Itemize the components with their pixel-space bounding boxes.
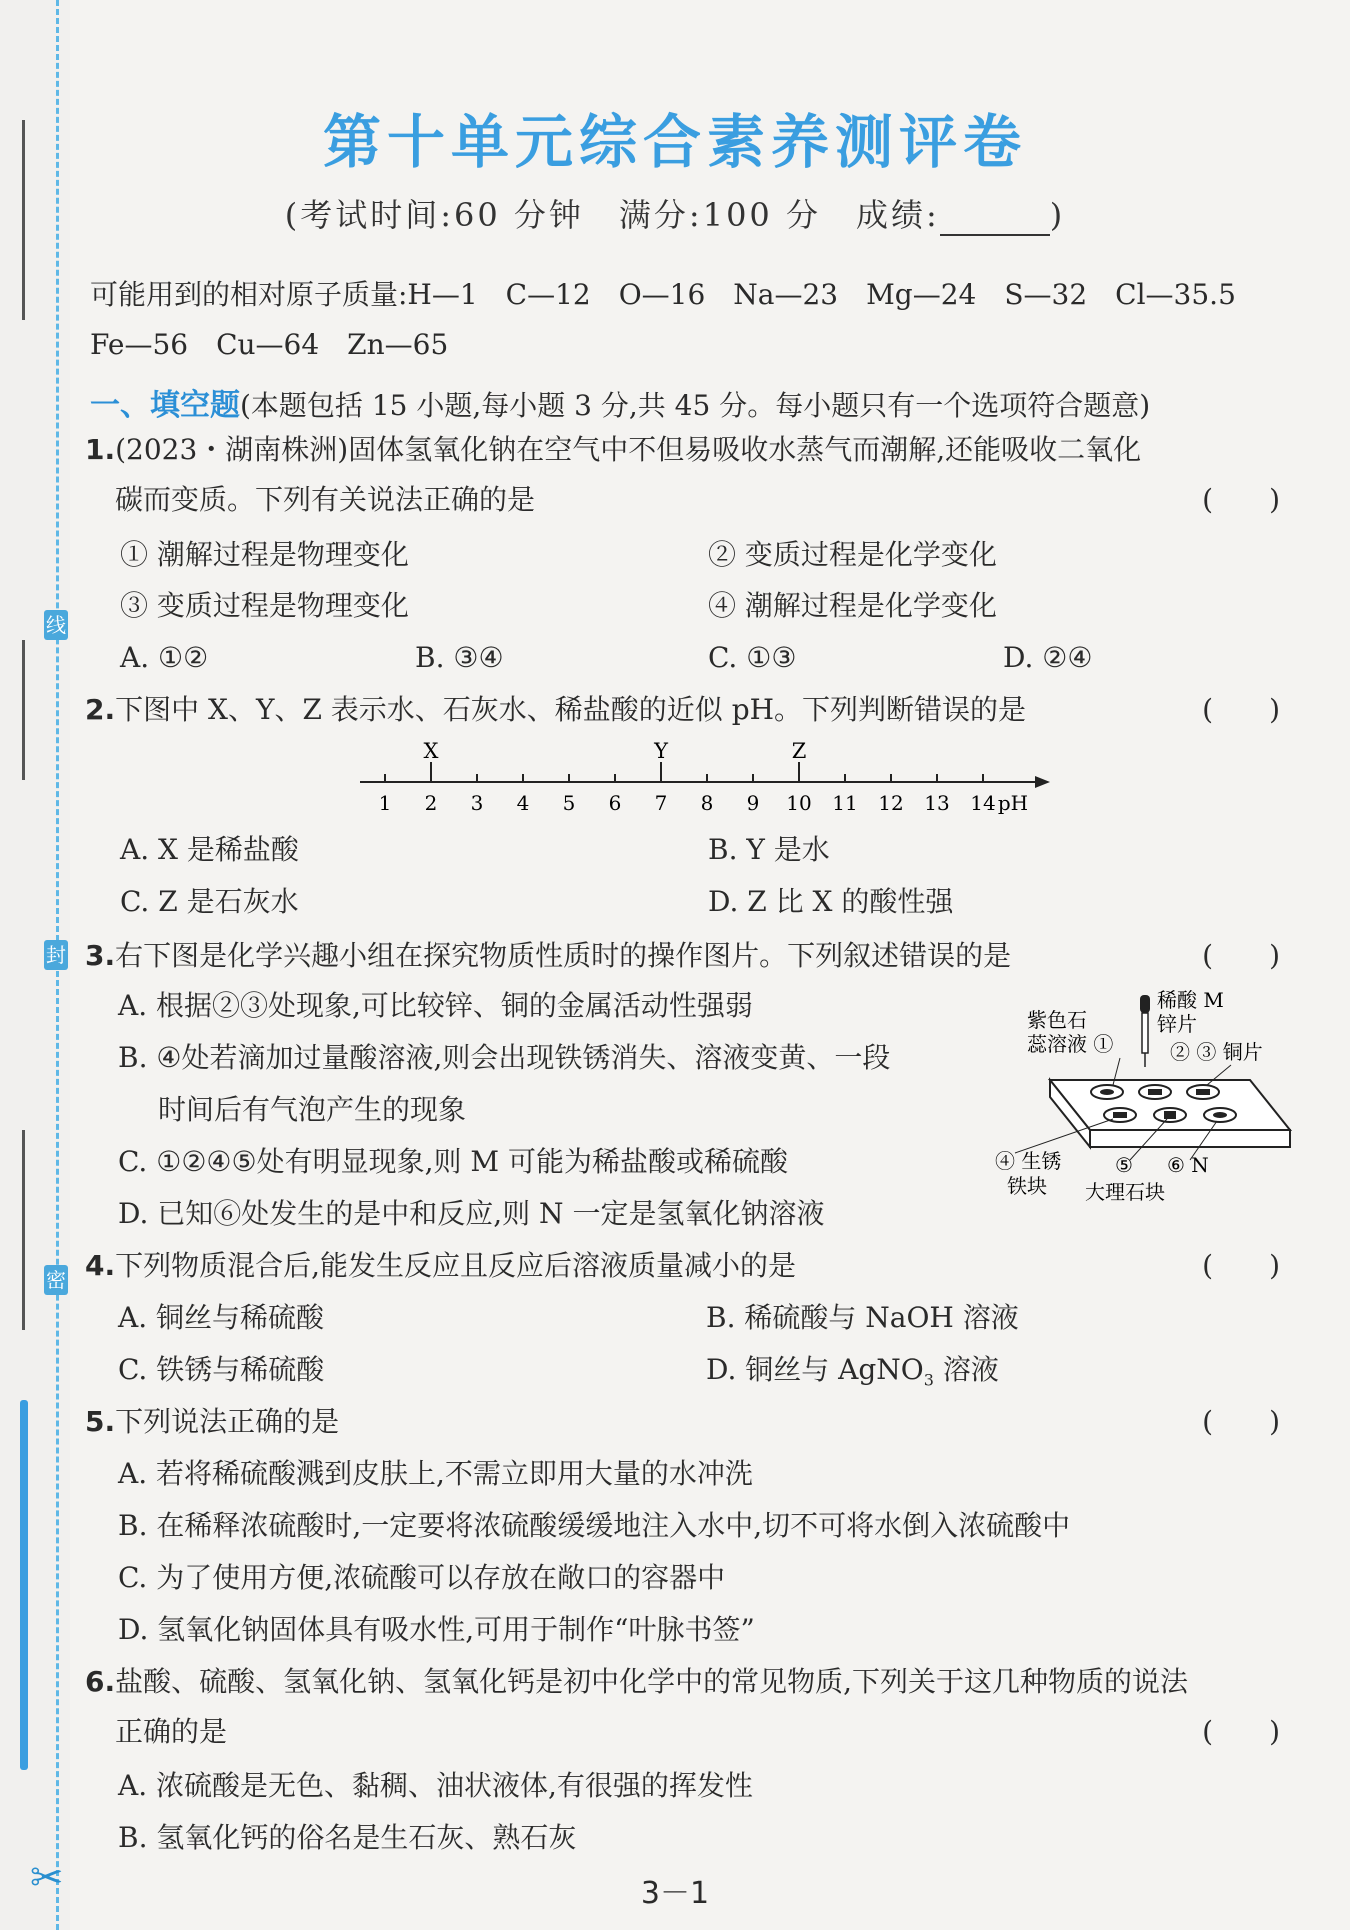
- margin-tick: [22, 1130, 25, 1330]
- option-d[interactable]: [706, 1350, 999, 1401]
- label-marble: 大理石块: [1085, 1180, 1165, 1204]
- question-number: 3.: [85, 939, 116, 972]
- question-text: 下列物质混合后,能发生反应且反应后溶液质量减小的是: [115, 1249, 797, 1282]
- question-number: 4.: [85, 1249, 116, 1282]
- question-number: 6.: [85, 1665, 116, 1698]
- option-b[interactable]: B. 稀硫酸与 NaOH 溶液: [706, 1301, 1019, 1334]
- ph-unit-label: pH: [997, 791, 1029, 815]
- atomic-masses-line2: Fe—56 Cu—64 Zn—65: [90, 328, 449, 361]
- ph-tick-label: 2: [424, 791, 438, 815]
- ph-tick-label: 11: [832, 791, 858, 815]
- question-text: (2023・湖南株洲)固体氢氧化钠在空气中不但易吸收水蒸气而潮解,还能吸收二氧化: [115, 433, 1142, 466]
- ph-tick-label: 14: [970, 791, 996, 815]
- margin-label-feng: 封: [44, 940, 68, 970]
- ph-axis-arrow: [1035, 776, 1050, 788]
- label-acid-m: 稀酸 M: [1157, 988, 1224, 1012]
- exam-info-text: (考试时间:60 分钟 满分:100 分 成绩:: [284, 196, 940, 234]
- option-d-suffix: 溶液: [933, 1353, 999, 1386]
- ph-tick-label: 13: [924, 791, 950, 815]
- spot-plate-figure: [995, 985, 1295, 1215]
- question-1: [85, 430, 1280, 470]
- option-a[interactable]: A. 根据②③处现象,可比较锌、铜的金属活动性强弱: [118, 989, 753, 1022]
- score-blank[interactable]: [940, 208, 1050, 236]
- ph-tick-label: 6: [608, 791, 622, 815]
- label-rust-1: ④ 生锈: [995, 1149, 1062, 1173]
- answer-blank[interactable]: ( ): [1202, 483, 1280, 516]
- section-title: 一、填空题: [90, 388, 240, 423]
- option-a[interactable]: A. 铜丝与稀硫酸: [118, 1301, 325, 1334]
- margin-label-xian: 线: [44, 610, 68, 640]
- option-a[interactable]: A. ①②: [120, 641, 209, 674]
- answer-blank[interactable]: ( ): [1202, 939, 1280, 972]
- question-2: [85, 690, 1280, 730]
- option-b[interactable]: B. ④处若滴加过量酸溶液,则会出现铁锈消失、溶液变黄、一段: [118, 1041, 891, 1074]
- question-4: [85, 1246, 1280, 1286]
- scissors-icon: ✂: [30, 1855, 64, 1901]
- ph-tick-label: 9: [746, 791, 760, 815]
- answer-blank[interactable]: ( ): [1202, 1405, 1280, 1438]
- ph-scale-diagram: [355, 740, 1055, 820]
- option-b[interactable]: B. 氢氧化钙的俗名是生石灰、熟石灰: [118, 1821, 577, 1854]
- option-d[interactable]: D. 已知⑥处发生的是中和反应,则 N 一定是氢氧化钠溶液: [118, 1197, 825, 1230]
- option-c[interactable]: C. 为了使用方便,浓硫酸可以存放在敞口的容器中: [118, 1561, 726, 1594]
- question-text: 盐酸、硫酸、氢氧化钠、氢氧化钙是初中化学中的常见物质,下列关于这几种物质的说法: [115, 1665, 1189, 1698]
- question-5: [85, 1402, 1280, 1442]
- label-zinc: 锌片: [1157, 1012, 1197, 1036]
- statement-3: ③ 变质过程是物理变化: [120, 589, 409, 622]
- option-b[interactable]: B. 在稀释浓硫酸时,一定要将浓硫酸缓缓地注入水中,切不可将水倒入浓硫酸中: [118, 1509, 1071, 1542]
- question-number: 1.: [85, 433, 116, 466]
- label-rust-2: 铁块: [1007, 1174, 1047, 1198]
- question-1-line2: [115, 480, 1280, 520]
- question-text: 右下图是化学兴趣小组在探究物质性质时的操作图片。下列叙述错误的是: [115, 939, 1012, 972]
- label-six-n: ⑥ N: [1167, 1153, 1209, 1177]
- option-c[interactable]: C. ①②④⑤处有明显现象,则 M 可能为稀盐酸或稀硫酸: [118, 1145, 789, 1178]
- page-title: 第十单元综合素养测评卷: [322, 108, 1027, 176]
- statement-1: ① 潮解过程是物理变化: [120, 538, 409, 571]
- spot-plate-front: [1090, 1130, 1290, 1147]
- section-heading: [90, 380, 1150, 424]
- question-6-line2: [115, 1712, 1280, 1752]
- option-d[interactable]: D. Z 比 X 的酸性强: [708, 885, 954, 918]
- option-d-text: D. 铜丝与 AgNO: [706, 1353, 924, 1386]
- question-3: [85, 936, 1280, 976]
- option-b[interactable]: B. Y 是水: [708, 833, 830, 866]
- option-b-continued: 时间后有气泡产生的现象: [158, 1093, 467, 1126]
- dropper-bulb: [1140, 995, 1150, 1013]
- option-a[interactable]: A. X 是稀盐酸: [120, 833, 299, 866]
- statement-2: ② 变质过程是化学变化: [708, 538, 997, 571]
- answer-blank[interactable]: ( ): [1202, 693, 1280, 726]
- question-text: 正确的是: [115, 1715, 228, 1748]
- option-c[interactable]: C. 铁锈与稀硫酸: [118, 1353, 325, 1386]
- ph-tick-label: 10: [786, 791, 812, 815]
- margin-color-bar: [20, 1400, 28, 1770]
- atomic-masses-line1: 可能用到的相对原子质量:H—1 C—12 O—16 Na—23 Mg—24 S—32 Cl—35.5: [90, 278, 1236, 311]
- question-text: 碳而变质。下列有关说法正确的是: [115, 483, 536, 516]
- question-number: 5.: [85, 1405, 116, 1438]
- option-c[interactable]: C. Z 是石灰水: [120, 885, 299, 918]
- margin-tick: [22, 640, 25, 780]
- ph-tick-label: 12: [878, 791, 904, 815]
- section-description: (本题包括 15 小题,每小题 3 分,共 45 分。每小题只有一个选项符合题意): [240, 389, 1151, 422]
- label-five: ⑤: [1115, 1153, 1133, 1177]
- ph-tick-label: 7: [654, 791, 668, 815]
- answer-blank[interactable]: ( ): [1202, 1715, 1280, 1748]
- ph-tick-label: 1: [378, 791, 392, 815]
- statement-4: ④ 潮解过程是化学变化: [708, 589, 997, 622]
- margin-label-mi: 密: [44, 1265, 68, 1295]
- option-a[interactable]: A. 若将稀硫酸溅到皮肤上,不需立即用大量的水冲洗: [118, 1457, 753, 1490]
- label-litmus-1: 紫色石: [1027, 1008, 1087, 1032]
- ph-marker-z: Z: [791, 740, 807, 763]
- exam-info-close: ): [1049, 196, 1066, 234]
- option-d[interactable]: D. ②④: [1003, 641, 1093, 674]
- ph-marker-y: Y: [654, 740, 668, 763]
- dropper-tube: [1142, 1013, 1148, 1053]
- option-c[interactable]: C. ①③: [708, 641, 797, 674]
- ph-marker-x: X: [423, 740, 439, 763]
- label-copper: ② ③ 铜片: [1170, 1040, 1263, 1064]
- ph-tick-label: 3: [470, 791, 484, 815]
- page-number: 3－1: [640, 1876, 710, 1911]
- ph-tick-label: 4: [516, 791, 530, 815]
- question-text: 下列说法正确的是: [115, 1405, 340, 1438]
- question-text: 下图中 X、Y、Z 表示水、石灰水、稀盐酸的近似 pH。下列判断错误的是: [115, 693, 1027, 726]
- subscript-3: 3: [923, 1370, 934, 1390]
- exam-info: [0, 190, 1350, 236]
- option-d[interactable]: D. 氢氧化钠固体具有吸水性,可用于制作“叶脉书签”: [118, 1613, 755, 1646]
- question-number: 2.: [85, 693, 116, 726]
- ph-tick-label: 5: [562, 791, 576, 815]
- question-6: [85, 1662, 1280, 1702]
- label-litmus-2: 蕊溶液 ①: [1027, 1032, 1114, 1056]
- ph-tick-label: 8: [700, 791, 714, 815]
- answer-blank[interactable]: ( ): [1202, 1249, 1280, 1282]
- option-a[interactable]: A. 浓硫酸是无色、黏稠、油状液体,有很强的挥发性: [118, 1769, 753, 1802]
- option-b[interactable]: B. ③④: [415, 641, 504, 674]
